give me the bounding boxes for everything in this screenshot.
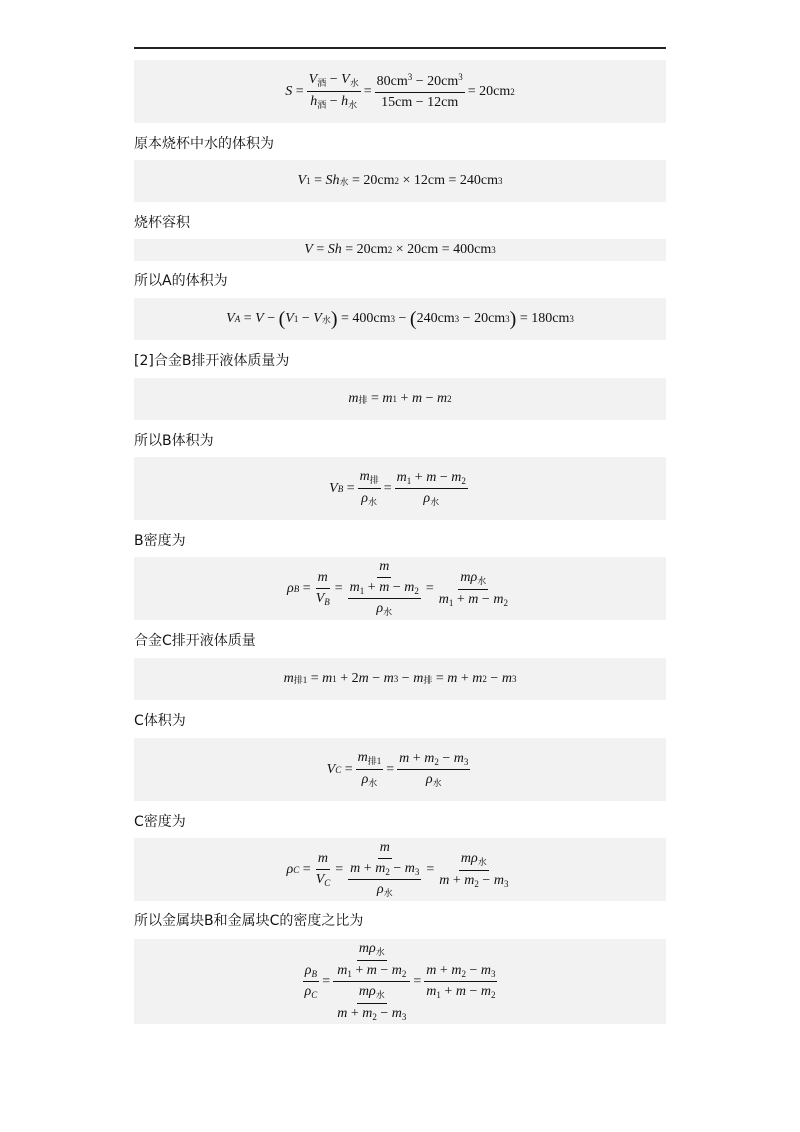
formula-b-volume-expr: V B = $\frac{m_排}{\rho_水}$ = $\frac{m_1 + m - m_2}{\rho_水}$ [329, 469, 466, 507]
formula-c-density-expr: ρ C = $\frac{m}{V_C}$ = $\frac{m}{\frac{m + m_2 - m_3}{\rho_水}}$ = $\frac{m\rho_水}{m + m_2 - m_3}$ [286, 840, 509, 898]
label-beaker-volume: 烧杯容积 [134, 215, 190, 231]
label-b-volume: 所以B体积为 [134, 433, 214, 449]
formula-c-volume [134, 738, 666, 801]
label-water-volume: 原本烧杯中水的体积为 [134, 136, 274, 152]
formula-density-ratio-expr: $\frac{\rho_B}{\rho_C}$ = $\frac{\frac{m\rho_水}{m_1 + m - m_2}}{\frac{m\rho_水}{m + m_2 - m_3}}$ = $\frac{m + m_2 - m_3}{m_1 + m - m_2}$ [304, 941, 496, 1022]
formula-b-displaced-mass [134, 378, 666, 420]
label-c-displaced-mass: 合金C排开液体质量 [134, 633, 256, 649]
formula-a-volume-expr: V A = V − ( V 1 − V 水 ) = 400cm 3 − ( 240cm 3 − 20cm 3 ) = 180cm 3 [226, 308, 574, 330]
formula-water-volume-expr: V 1 = Sh 水 = 20cm 2 × 12cm = 240cm 3 [297, 173, 503, 188]
label-c-density: C密度为 [134, 814, 186, 830]
label-density-ratio: 所以金属块B和金属块C的密度之比为 [134, 913, 364, 929]
top-rule [134, 47, 666, 49]
formula-c-displaced-mass-expr: m 排1 = m 1 + 2 m − m 3 − m 排 = m + m 2 − m 3 [283, 671, 517, 686]
formula-b-density-expr: ρ B = $\frac{m}{V_B}$ = $\frac{m}{\frac{m_1 + m - m_2}{\rho_水}}$ = $\frac{m\rho_水}{m_1 + m - m_2}$ [287, 559, 508, 617]
formula-a-volume [134, 298, 666, 340]
label-c-volume: C体积为 [134, 713, 186, 729]
label-a-volume: 所以A的体积为 [134, 273, 228, 289]
formula-c-volume-expr: V C = $\frac{m_{排1}}{\rho_水}$ = $\frac{m + m_2 - m_3}{\rho_水}$ [326, 750, 469, 788]
formula-water-volume [134, 160, 666, 202]
formula-beaker-volume [134, 239, 666, 261]
formula-area-s-expr: S = $\frac{V_酒 - V_水}{h_酒 - h_水}$ = $\frac{80cm^3 - 20cm^3}{15cm - 12cm}$ = 20cm 2 [285, 72, 515, 110]
formula-c-density [134, 838, 666, 901]
label-b-displaced-mass: [2]合金B排开液体质量为 [134, 353, 290, 369]
formula-c-displaced-mass [134, 658, 666, 700]
formula-b-volume [134, 457, 666, 520]
formula-b-density [134, 557, 666, 620]
formula-b-displaced-mass-expr: m 排 = m 1 + m − m 2 [348, 391, 452, 406]
formula-density-ratio [134, 939, 666, 1024]
formula-beaker-volume-expr: V = Sh = 20cm 2 × 20cm = 400cm 3 [304, 242, 496, 257]
label-b-density: B密度为 [134, 533, 186, 549]
formula-area-s [134, 60, 666, 123]
